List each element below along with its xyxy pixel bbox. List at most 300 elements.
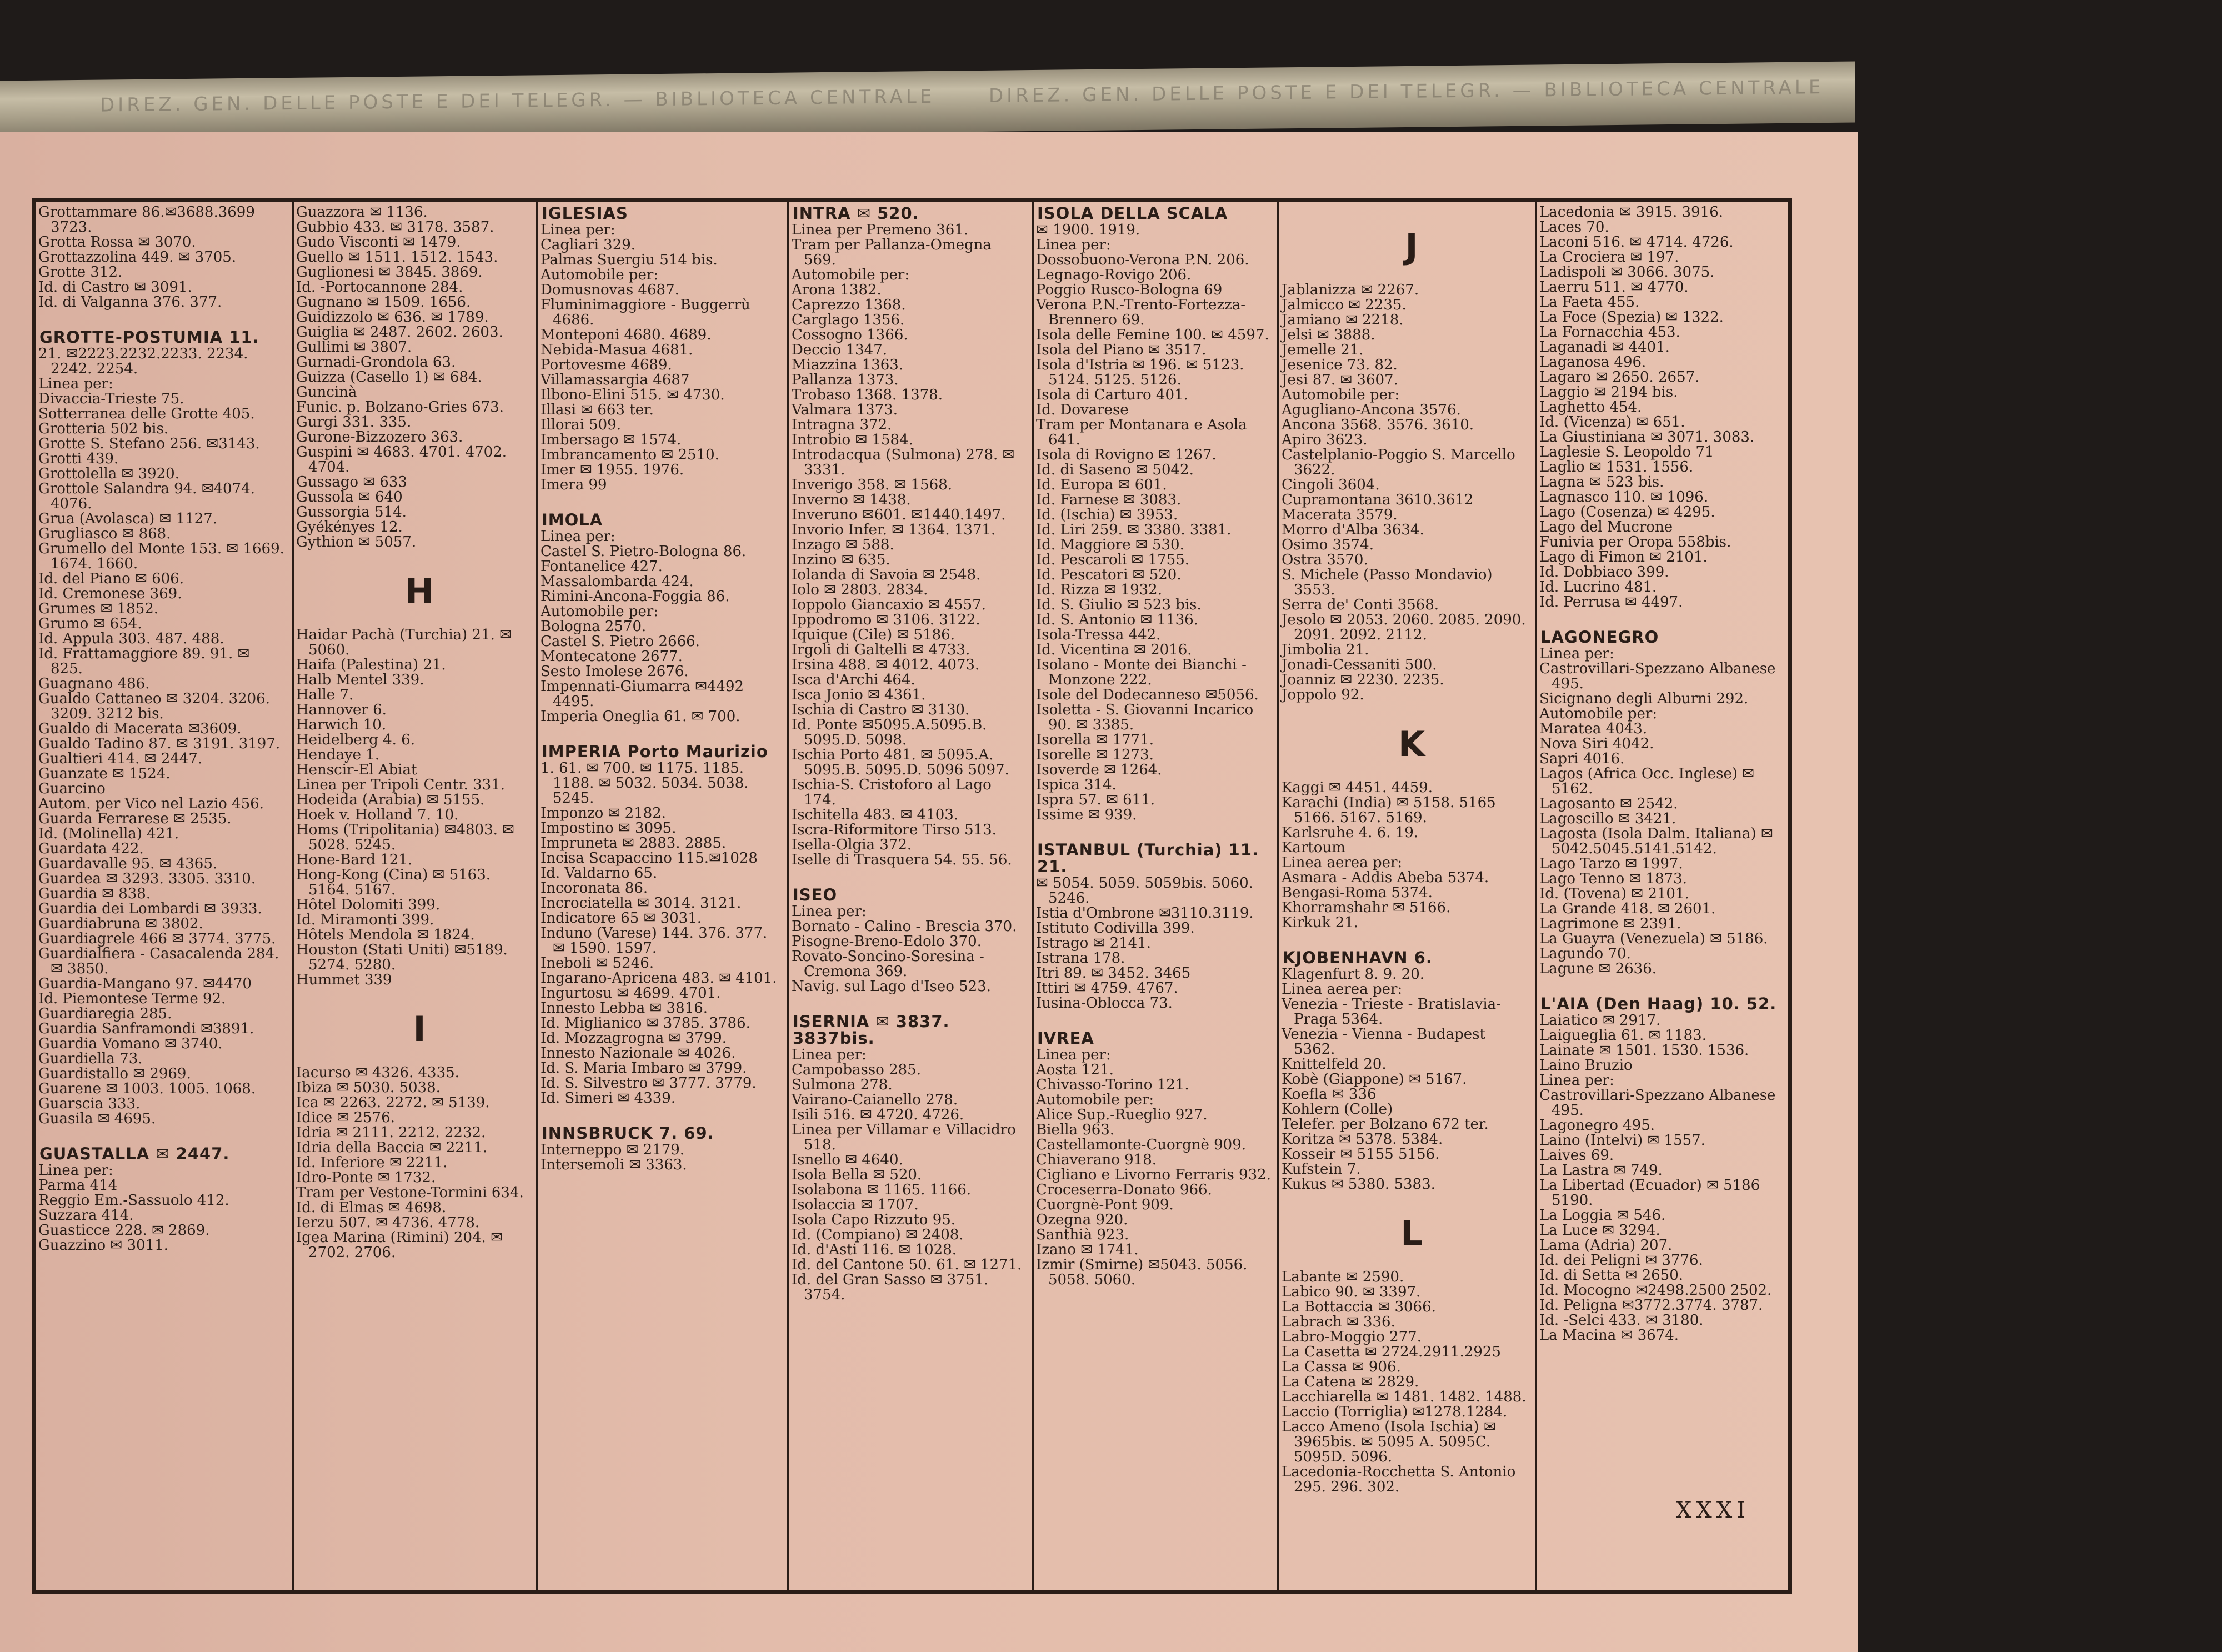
- index-entry: Grumo ✉ 654.: [38, 615, 142, 632]
- index-entry: Isorelle ✉ 1273.: [1036, 747, 1154, 763]
- index-entry: Inverno ✉ 1438.: [792, 492, 911, 508]
- index-entry: Linea per Tripoli Centr. 331.: [296, 777, 505, 793]
- index-entry: Ierzu 507. ✉ 4736. 4778.: [296, 1214, 480, 1231]
- index-entry: Gussola ✉ 640: [296, 489, 403, 505]
- column-3: [536, 202, 787, 1590]
- section-heading: ISOLA DELLA SCALA: [1037, 204, 1228, 223]
- index-entry: Gualdo Cattaneo ✉ 3204. 3206. 3209. 3212 bis.: [38, 690, 270, 722]
- index-entry: Guncinà: [296, 384, 357, 401]
- column-6: [1277, 202, 1535, 1590]
- index-entry: Arona 1382.: [792, 282, 882, 298]
- index-entry: Castrovillari-Spezzano Albanese 495.: [1539, 1087, 1776, 1119]
- index-entry: Cagliari 329.: [541, 237, 636, 253]
- index-entry: Id. Cremonese 369.: [38, 585, 182, 602]
- index-entry: Guazzino ✉ 3011.: [38, 1237, 168, 1254]
- index-entry: Lago di Fimon ✉ 2101.: [1539, 549, 1708, 565]
- index-entry: Guarda Ferrarese ✉ 2535.: [38, 810, 232, 827]
- index-entry: Id. di Valganna 376. 377.: [38, 294, 222, 311]
- index-entry: Labrach ✉ 336.: [1282, 1314, 1395, 1330]
- index-entry: Lacedonia-Rocchetta S. Antonio 295. 296. 302.: [1282, 1464, 1516, 1495]
- index-entry: Id. Ponte ✉5095.A.5095.B. 5095.D. 5098.: [792, 717, 987, 748]
- index-entry: Kaggi ✉ 4451. 4459.: [1282, 779, 1433, 796]
- index-entry: Linea per Villamar e Villacidro 518.: [792, 1122, 1016, 1153]
- index-entry: Incisa Scapaccino 115.✉1028: [541, 850, 758, 867]
- index-entry: Inzino ✉ 635.: [792, 552, 890, 568]
- index-entry: Gurnadi-Grondola 63.: [296, 354, 456, 371]
- index-entry: Poggio Rusco-Bologna 69: [1036, 282, 1223, 298]
- index-entry: Tram per Montanara e Asola 641.: [1036, 417, 1247, 448]
- index-entry: Introdacqua (Sulmona) 278. ✉ 3331.: [792, 447, 1015, 478]
- index-entry: Id. Farnese ✉ 3083.: [1036, 492, 1182, 508]
- index-entry: Lagrimone ✉ 2391.: [1539, 915, 1681, 932]
- index-entry: Lago Tenno ✉ 1873.: [1539, 870, 1687, 887]
- index-entry: Automobile per:: [1282, 387, 1400, 403]
- index-entry: Lacedonia ✉ 3915. 3916.: [1539, 204, 1724, 221]
- index-entry: Id. -Portocannone 284.: [296, 279, 463, 296]
- index-entry: Igea Marina (Rimini) 204. ✉ 2702. 2706.: [296, 1229, 503, 1261]
- index-entry: Linea per:: [792, 1047, 867, 1063]
- index-entry: Asmara - Addis Abeba 5374.: [1282, 869, 1489, 886]
- index-entry: Venezia - Trieste - Bratislavia-Praga 5364.: [1282, 996, 1501, 1028]
- index-entry: Isili 516. ✉ 4720. 4726.: [792, 1107, 964, 1123]
- index-entry: Id. Perrusa ✉ 4497.: [1539, 594, 1683, 610]
- index-entry: Guardiaregia 285.: [38, 1005, 172, 1022]
- index-entry: Halle 7.: [296, 687, 354, 703]
- index-entry: Guardavalle 95. ✉ 4365.: [38, 855, 218, 872]
- index-entry: Hendaye 1.: [296, 747, 380, 763]
- index-entry: Isolano - Monte dei Bianchi - Monzone 222.: [1036, 657, 1247, 688]
- index-entry: Guardia-Mangano 97. ✉4470: [38, 975, 252, 992]
- index-entry: Jemelle 21.: [1282, 342, 1364, 358]
- index-entry: Imera 99: [541, 477, 607, 493]
- index-entry: Linea per:: [792, 903, 867, 920]
- index-entry: Id. del Gran Sasso ✉ 3751. 3754.: [792, 1271, 989, 1303]
- index-entry: Id. Appula 303. 487. 488.: [38, 630, 224, 647]
- index-entry: Guardia Vomano ✉ 3740.: [38, 1035, 223, 1052]
- index-entry: Automobile per:: [1036, 1092, 1154, 1108]
- index-entry: Laganadi ✉ 4401.: [1539, 339, 1670, 356]
- index-entry: Id. Pescatori ✉ 520.: [1036, 567, 1182, 583]
- index-entry: Id. Maggiore ✉ 530.: [1036, 537, 1184, 553]
- index-entry: Iusina-Oblocca 73.: [1036, 995, 1173, 1012]
- index-entry: Gussago ✉ 633: [296, 474, 407, 490]
- index-entry: Guiglia ✉ 2487. 2602. 2603.: [296, 324, 503, 341]
- index-entry: Rovato-Soncino-Soresina -Cremona 369.: [792, 948, 984, 980]
- index-entry: Ischia Porto 481. ✉ 5095.A. 5095.B. 5095.D. 5096 5097.: [792, 747, 1009, 778]
- index-entry: Isoletta - S. Giovanni Incarico 90. ✉ 3385.: [1036, 702, 1254, 733]
- index-entry: Guardialfiera - Casacalenda 284. ✉ 3850.: [38, 945, 279, 977]
- index-entry: Grottammare 86.✉3688.3699 3723.: [38, 204, 255, 236]
- index-entry: Joanniz ✉ 2230. 2235.: [1282, 672, 1444, 688]
- index-entry: Id. Lucrino 481.: [1539, 579, 1657, 595]
- index-entry: Guello ✉ 1511. 1512. 1543.: [296, 249, 498, 266]
- index-entry: 21. ✉2223.2232.2233. 2234. 2242. 2254.: [38, 346, 248, 377]
- index-entry: Guasticce 228. ✉ 2869.: [38, 1222, 210, 1239]
- index-entry: Id. Liri 259. ✉ 3380. 3381.: [1036, 522, 1232, 538]
- index-entry: Grottazzolina 449. ✉ 3705.: [38, 249, 237, 266]
- index-entry: Isola delle Femine 100. ✉ 4597.: [1036, 327, 1269, 343]
- index-entry: Guardistallo ✉ 2969.: [38, 1065, 191, 1082]
- index-entry: Fluminimaggiore - Buggerrù 4686.: [541, 297, 750, 328]
- index-entry: Laconi 516. ✉ 4714. 4726.: [1539, 234, 1734, 251]
- index-entry: Introbio ✉ 1584.: [792, 432, 913, 448]
- index-entry: Miazzina 1363.: [792, 357, 904, 373]
- index-entry: Guardiagrele 466 ✉ 3774. 3775.: [38, 930, 276, 947]
- index-entry: Deccio 1347.: [792, 342, 888, 358]
- index-entry: Nova Siri 4042.: [1539, 735, 1654, 752]
- index-entry: Ozegna 920.: [1036, 1212, 1128, 1228]
- index-entry: Cingoli 3604.: [1282, 477, 1380, 493]
- index-entry: Guardiabruna ✉ 3802.: [38, 915, 203, 932]
- index-entry: Iscra-Riformitore Tirso 513.: [792, 822, 997, 838]
- index-entry: Isola Bella ✉ 520.: [792, 1167, 922, 1183]
- section-heading: KJOBENHAVN 6.: [1283, 948, 1433, 967]
- index-entry: Istituto Codivilla 399.: [1036, 920, 1195, 937]
- index-entry: Impruneta ✉ 2883. 2885.: [541, 835, 727, 852]
- index-entry: Id. del Cantone 50. 61. ✉ 1271.: [792, 1256, 1022, 1273]
- index-entry: Linea per:: [1036, 237, 1111, 253]
- index-entry: Castrovillari-Spezzano Albanese 495.: [1539, 660, 1776, 692]
- index-entry: Lagundo 70.: [1539, 945, 1631, 962]
- index-entry: Guardia dei Lombardi ✉ 3933.: [38, 900, 262, 917]
- index-entry: La Guayra (Venezuela) ✉ 5186.: [1539, 930, 1768, 947]
- index-entry: Id. (Compiano) ✉ 2408.: [792, 1227, 964, 1243]
- index-entry: Automobile per:: [541, 603, 659, 620]
- section-heading: GROTTE-POSTUMIA 11.: [39, 328, 259, 347]
- index-entry: Linea aerea per:: [1282, 981, 1403, 998]
- index-entry: Koritza ✉ 5378. 5384.: [1282, 1131, 1443, 1148]
- index-entry: Impostino ✉ 3095.: [541, 820, 677, 837]
- index-entry: Id. Mozzagrogna ✉ 3799.: [541, 1030, 727, 1047]
- index-entry: Aosta 121.: [1036, 1062, 1114, 1078]
- directory-page: [0, 132, 1858, 1652]
- index-entry: Valmara 1373.: [792, 402, 898, 418]
- index-entry: Chivasso-Torino 121.: [1036, 1077, 1189, 1093]
- index-entry: Lagos (Africa Occ. Inglese) ✉ 5162.: [1539, 765, 1755, 797]
- index-entry: Id. (Tovena) ✉ 2101.: [1539, 885, 1689, 902]
- index-entry: S. Michele (Passo Mondavio) 3553.: [1282, 567, 1493, 598]
- index-entry: Montecatone 2677.: [541, 648, 683, 665]
- index-entry: Issime ✉ 939.: [1036, 807, 1137, 823]
- index-entry: Jesolo ✉ 2053. 2060. 2085. 2090. 2091. 2092. 2112.: [1282, 612, 1526, 643]
- index-entry: Osimo 3574.: [1282, 537, 1374, 553]
- index-entry: Id. Mocogno ✉2498.2500 2502.: [1539, 1282, 1772, 1299]
- index-entry: Linea per:: [1539, 645, 1614, 662]
- index-entry: Id. (Ischia) ✉ 3953.: [1036, 507, 1178, 523]
- index-entry: Laerru 511. ✉ 4770.: [1539, 279, 1689, 296]
- index-entry: Hoek v. Holland 7. 10.: [296, 807, 459, 823]
- index-entry: Id. di Castro ✉ 3091.: [38, 279, 192, 296]
- index-entry: Ischitella 483. ✉ 4103.: [792, 807, 959, 823]
- index-entry: Idice ✉ 2576.: [296, 1109, 395, 1126]
- index-entry: Isola di Rovigno ✉ 1267.: [1036, 447, 1217, 463]
- section-heading: IVREA: [1037, 1029, 1094, 1048]
- index-entry: Parma 414: [38, 1177, 118, 1194]
- section-heading: IGLESIAS: [542, 204, 628, 223]
- index-entry: Chiaverano 918.: [1036, 1152, 1157, 1168]
- index-entry: Laghetto 454.: [1539, 399, 1642, 415]
- index-entry: Imbersago ✉ 1574.: [541, 432, 682, 448]
- index-entry: La Grande 418. ✉ 2601.: [1539, 900, 1716, 917]
- index-entry: Ispica 314.: [1036, 777, 1117, 793]
- book-edge-stamp: DIREZ. GEN. DELLE POSTE E DEI TELEGR. — BIBLIOTECA CENTRALE: [989, 76, 1824, 107]
- index-entry: Fontanelice 427.: [541, 558, 663, 575]
- index-entry: Guardata 422.: [38, 840, 144, 857]
- index-entry: Kartoum: [1282, 839, 1345, 856]
- section-heading: GUASTALLA ✉ 2447.: [39, 1144, 230, 1163]
- index-entry: Laglio ✉ 1531. 1556.: [1539, 459, 1694, 475]
- index-entry: Biella 963.: [1036, 1122, 1115, 1138]
- index-entry: Ladispoli ✉ 3066. 3075.: [1539, 264, 1715, 281]
- index-entry: Isola del Piano ✉ 3517.: [1036, 342, 1207, 358]
- index-entry: Grumes ✉ 1852.: [38, 600, 159, 617]
- index-entry: Id. Peligna ✉3772.3774. 3787.: [1539, 1297, 1763, 1314]
- index-entry: Tram per Vestone-Tormini 634.: [296, 1184, 524, 1201]
- index-entry: ✉ 5054. 5059. 5059bis. 5060. 5246.: [1036, 875, 1253, 907]
- index-entry: Karlsruhe 4. 6. 19.: [1282, 824, 1419, 841]
- index-entry: Innesto Nazionale ✉ 4026.: [541, 1045, 736, 1062]
- index-entry: Jalmicco ✉ 2235.: [1282, 297, 1407, 313]
- section-heading: INNSBRUCK 7. 69.: [542, 1124, 714, 1143]
- index-entry: Jonadi-Cessaniti 500.: [1282, 657, 1437, 673]
- index-entry: Isorella ✉ 1771.: [1036, 732, 1154, 748]
- index-entry: Sicignano degli Alburni 292.: [1539, 690, 1749, 707]
- index-entry: La Fornacchia 453.: [1539, 324, 1680, 341]
- index-entry: Id. di Saseno ✉ 5042.: [1036, 462, 1194, 478]
- index-entry: Id. Dovarese: [1036, 402, 1129, 418]
- index-entry: Nebida-Masua 4681.: [541, 342, 693, 358]
- index-entry: Isoverde ✉ 1264.: [1036, 762, 1162, 778]
- index-entry: Reggio Em.-Sassuolo 412.: [38, 1192, 229, 1209]
- index-entry: La Giustiniana ✉ 3071. 3083.: [1539, 429, 1755, 445]
- index-entry: Guardiella 73.: [38, 1050, 143, 1067]
- index-entry: Grotteria 502 bis.: [38, 420, 169, 437]
- index-entry: Hong-Kong (Cina) ✉ 5163. 5164. 5167.: [296, 867, 491, 898]
- index-entry: Gualtieri 414. ✉ 2447.: [38, 750, 203, 767]
- index-entry: Id. di Elmas ✉ 4698.: [296, 1199, 447, 1216]
- index-entry: Imponzo ✉ 2182.: [541, 805, 667, 822]
- index-entry: Bengasi-Roma 5374.: [1282, 884, 1433, 901]
- index-entry: Grua (Avolasca) ✉ 1127.: [38, 510, 218, 527]
- index-entry: La Casetta ✉ 2724.2911.2925: [1282, 1344, 1501, 1360]
- index-entry: Ischia di Castro ✉ 3130.: [792, 702, 970, 718]
- index-entry: Id. dei Peligni ✉ 3776.: [1539, 1252, 1703, 1269]
- index-entry: Grottolella ✉ 3920.: [38, 465, 179, 482]
- index-entry: Carglago 1356.: [792, 312, 905, 328]
- index-entry: Klagenfurt 8. 9. 20.: [1282, 966, 1425, 983]
- letter-heading: L: [1400, 1213, 1423, 1254]
- index-entry: Jimbolia 21.: [1282, 642, 1369, 658]
- book-top-edge: [0, 62, 1855, 142]
- index-entry: Illorai 509.: [541, 417, 621, 433]
- index-entry: Id. S. Giulio ✉ 523 bis.: [1036, 597, 1202, 613]
- index-entry: Castellamonte-Cuorgnè 909.: [1036, 1137, 1247, 1153]
- index-entry: Izmir (Smirne) ✉5043. 5056. 5058. 5060.: [1036, 1256, 1248, 1288]
- index-entry: Id. Miglianico ✉ 3785. 3786.: [541, 1015, 750, 1032]
- section-heading: INTRA ✉ 520.: [793, 204, 919, 223]
- index-entry: Linea per:: [541, 528, 615, 545]
- index-entry: Tram per Pallanza-Omegna 569.: [792, 237, 992, 268]
- index-entry: Cuorgnè-Pont 909.: [1036, 1197, 1174, 1213]
- index-entry: Sulmona 278.: [792, 1077, 893, 1093]
- index-entry: Illasi ✉ 663 ter.: [541, 402, 654, 418]
- index-entry: Isolabona ✉ 1165. 1166.: [792, 1182, 972, 1198]
- index-entry: Imbrancamento ✉ 2510.: [541, 447, 719, 463]
- index-entry: Campobasso 285.: [792, 1062, 921, 1078]
- index-entry: Suzzara 414.: [38, 1207, 134, 1224]
- letter-heading: J: [1405, 226, 1418, 267]
- index-entry: Gugnano ✉ 1509. 1656.: [296, 294, 471, 311]
- index-entry: Guasila ✉ 4695.: [38, 1110, 156, 1127]
- index-entry: Ippodromo ✉ 3106. 3122.: [792, 612, 980, 628]
- index-entry: Hone-Bard 121.: [296, 852, 413, 868]
- index-entry: Cossogno 1366.: [792, 327, 908, 343]
- index-entry: Isola d'Istria ✉ 196. ✉ 5123. 5124. 5125. 5126.: [1036, 357, 1244, 388]
- index-entry: Automobile per:: [1539, 705, 1658, 722]
- column-5: [1032, 202, 1277, 1590]
- index-entry: Ispra 57. ✉ 611.: [1036, 792, 1155, 808]
- index-entry: Isca Jonio ✉ 4361.: [792, 687, 926, 703]
- index-entry: Irgoli di Galtelli ✉ 4733.: [792, 642, 970, 658]
- index-entry: Palmas Suergiu 514 bis.: [541, 252, 718, 268]
- index-entry: Labante ✉ 2590.: [1282, 1269, 1404, 1285]
- index-entry: Inzago ✉ 588.: [792, 537, 894, 553]
- index-entry: Ineboli ✉ 5246.: [541, 955, 654, 972]
- index-entry: Grottole Salandra 94. ✉4074. 4076.: [38, 480, 255, 512]
- index-entry: Lacco Ameno (Isola Ischia) ✉ 3965bis. ✉ 5095 A. 5095C. 5095D. 5096.: [1282, 1419, 1496, 1465]
- index-entry: Incoronata 86.: [541, 880, 648, 897]
- index-entry: Isola-Tressa 442.: [1036, 627, 1161, 643]
- section-heading: L'AIA (Den Haag) 10. 52.: [1540, 994, 1777, 1013]
- index-entry: Sapri 4016.: [1539, 750, 1625, 767]
- index-entry: Innesto Lebba ✉ 3816.: [541, 1000, 708, 1017]
- index-entry: Haifa (Palestina) 21.: [296, 657, 446, 673]
- index-entry: Iolo ✉ 2803. 2834.: [792, 582, 928, 598]
- index-entry: La Catena ✉ 2829.: [1282, 1374, 1419, 1390]
- index-entry: Lagna ✉ 523 bis.: [1539, 474, 1664, 490]
- index-entry: Intragna 372.: [792, 417, 892, 433]
- index-entry: Funivia per Oropa 558bis.: [1539, 534, 1731, 550]
- index-entry: Khorramshahr ✉ 5166.: [1282, 899, 1451, 916]
- index-entry: Id. Simeri ✉ 4339.: [541, 1090, 676, 1107]
- index-entry: Hummet 339: [296, 972, 392, 988]
- index-entry: Lagonegro 495.: [1539, 1117, 1655, 1134]
- index-entry: Kosseir ✉ 5155 5156.: [1282, 1146, 1440, 1163]
- index-entry: Linea per:: [1539, 1072, 1614, 1089]
- index-entry: Hannover 6.: [296, 702, 387, 718]
- index-entry: Isole del Dodecanneso ✉5056.: [1036, 687, 1259, 703]
- index-entry: Gubbio 433. ✉ 3178. 3587.: [296, 219, 494, 236]
- index-entry: La Foce (Spezia) ✉ 1322.: [1539, 309, 1724, 326]
- index-entry: Joppolo 92.: [1282, 687, 1364, 703]
- index-entry: Ingarano-Apricena 483. ✉ 4101.: [541, 970, 777, 987]
- index-entry: Laggio ✉ 2194 bis.: [1539, 384, 1678, 401]
- index-entry: Jesenice 73. 82.: [1282, 357, 1398, 373]
- index-entry: Guazzora ✉ 1136.: [296, 204, 428, 221]
- index-entry: Laives 69.: [1539, 1147, 1614, 1164]
- index-entry: Lago Tarzo ✉ 1997.: [1539, 855, 1683, 872]
- index-entry: La Cassa ✉ 906.: [1282, 1359, 1401, 1375]
- letter-heading: I: [413, 1009, 426, 1049]
- index-entry: Impennati-Giumarra ✉4492 4495.: [541, 678, 744, 710]
- index-entry: Karachi (India) ✉ 5158. 5165 5166. 5167. 5169.: [1282, 794, 1496, 826]
- index-entry: Grotta Rossa ✉ 3070.: [38, 234, 196, 251]
- index-entry: Jelsi ✉ 3888.: [1282, 327, 1375, 343]
- index-entry: Gyékényes 12.: [296, 519, 403, 535]
- index-entry: Id. S. Silvestro ✉ 3777. 3779.: [541, 1075, 757, 1092]
- index-entry: Guardia Sanframondi ✉3891.: [38, 1020, 254, 1037]
- index-entry: Gualdo di Macerata ✉3609.: [38, 720, 242, 737]
- index-entry: Istrago ✉ 2141.: [1036, 935, 1152, 952]
- index-entry: Kufstein 7.: [1282, 1161, 1361, 1178]
- index-entry: Guagnano 486.: [38, 675, 150, 692]
- index-entry: Linea aerea per:: [1282, 854, 1403, 871]
- index-entry: Laganosa 496.: [1539, 354, 1647, 371]
- index-entry: Apiro 3623.: [1282, 432, 1368, 448]
- index-entry: Navig. sul Lago d'Iseo 523.: [792, 978, 992, 995]
- index-entry: Guarscia 333.: [38, 1095, 141, 1112]
- index-entry: Iselle di Trasquera 54. 55. 56.: [792, 852, 1012, 868]
- index-entry: Iolanda di Savoia ✉ 2548.: [792, 567, 981, 583]
- index-entry: Lagune ✉ 2636.: [1539, 960, 1657, 977]
- index-entry: Morro d'Alba 3634.: [1282, 522, 1424, 538]
- index-entry: Irsina 488. ✉ 4012. 4073.: [792, 657, 980, 673]
- index-entry: Lagosta (Isola Dalm. Italiana) ✉ 5042.5045.5141.5142.: [1539, 825, 1773, 857]
- index-entry: Gullimi ✉ 3807.: [296, 339, 412, 356]
- section-heading: ISEO: [793, 885, 838, 904]
- index-entry: Ilbono-Elini 515. ✉ 4730.: [541, 387, 725, 403]
- index-entry: Harwich 10.: [296, 717, 387, 733]
- index-entry: Guspini ✉ 4683. 4701. 4702. 4704.: [296, 444, 507, 475]
- index-entry: La Loggia ✉ 546.: [1539, 1207, 1666, 1224]
- index-entry: Grotte S. Stefano 256. ✉3143.: [38, 435, 260, 452]
- index-entry: Knittelfeld 20.: [1282, 1056, 1387, 1073]
- index-entry: Id. del Piano ✉ 606.: [38, 570, 184, 587]
- index-entry: Bornato - Calino - Brescia 370.: [792, 918, 1017, 935]
- index-entry: Ancona 3568. 3576. 3610.: [1282, 417, 1474, 433]
- index-entry: Massalombarda 424.: [541, 573, 694, 590]
- index-entry: Laino Bruzio: [1539, 1057, 1633, 1074]
- index-entry: Inveruno ✉601. ✉1440.1497.: [792, 507, 1006, 523]
- index-entry: Hôtel Dolomiti 399.: [296, 897, 441, 913]
- index-entry: Verona P.N.-Trento-Fortezza-Brennero 69.: [1036, 297, 1246, 328]
- index-entry: Incrociatella ✉ 3014. 3121.: [541, 895, 742, 912]
- index-entry: Macerata 3579.: [1282, 507, 1398, 523]
- index-entry: Lagosanto ✉ 2542.: [1539, 795, 1678, 812]
- index-entry: Jablanizza ✉ 2267.: [1282, 282, 1419, 298]
- index-entry: Domusnovas 4687.: [541, 282, 679, 298]
- index-entry: Laiatico ✉ 2917.: [1539, 1012, 1661, 1029]
- index-entry: Iquique (Cile) ✉ 5186.: [792, 627, 955, 643]
- index-entry: Lago (Cosenza) ✉ 4295.: [1539, 504, 1715, 520]
- index-entry: Id. d'Asti 116. ✉ 1028.: [792, 1241, 957, 1258]
- index-entry: Ingurtosu ✉ 4699. 4701.: [541, 985, 721, 1002]
- index-entry: Iacurso ✉ 4326. 4335.: [296, 1064, 459, 1081]
- index-entry: La Faeta 455.: [1539, 294, 1640, 311]
- index-entry: Id. Frattamaggiore 89. 91. ✉ 825.: [38, 645, 250, 677]
- index-entry: Idria ✉ 2111. 2212. 2232.: [296, 1124, 486, 1141]
- index-entry: Imperia Oneglia 61. ✉ 700.: [541, 708, 740, 725]
- section-heading: IMOLA: [542, 510, 603, 529]
- index-entry: Labro-Moggio 277.: [1282, 1329, 1422, 1345]
- index-entry: Imer ✉ 1955. 1976.: [541, 462, 684, 478]
- index-entry: Haidar Pachà (Turchia) 21. ✉ 5060.: [296, 627, 512, 658]
- index-entry: Croceserra-Donato 966.: [1036, 1182, 1212, 1198]
- index-entry: Houston (Stati Uniti) ✉5189. 5274. 5280.: [296, 942, 508, 973]
- index-entry: Id. -Selci 433. ✉ 3180.: [1539, 1312, 1704, 1329]
- index-entry: Istia d'Ombrone ✉3110.3119.: [1036, 905, 1254, 922]
- index-entry: Lagnasco 110. ✉ 1096.: [1539, 489, 1709, 505]
